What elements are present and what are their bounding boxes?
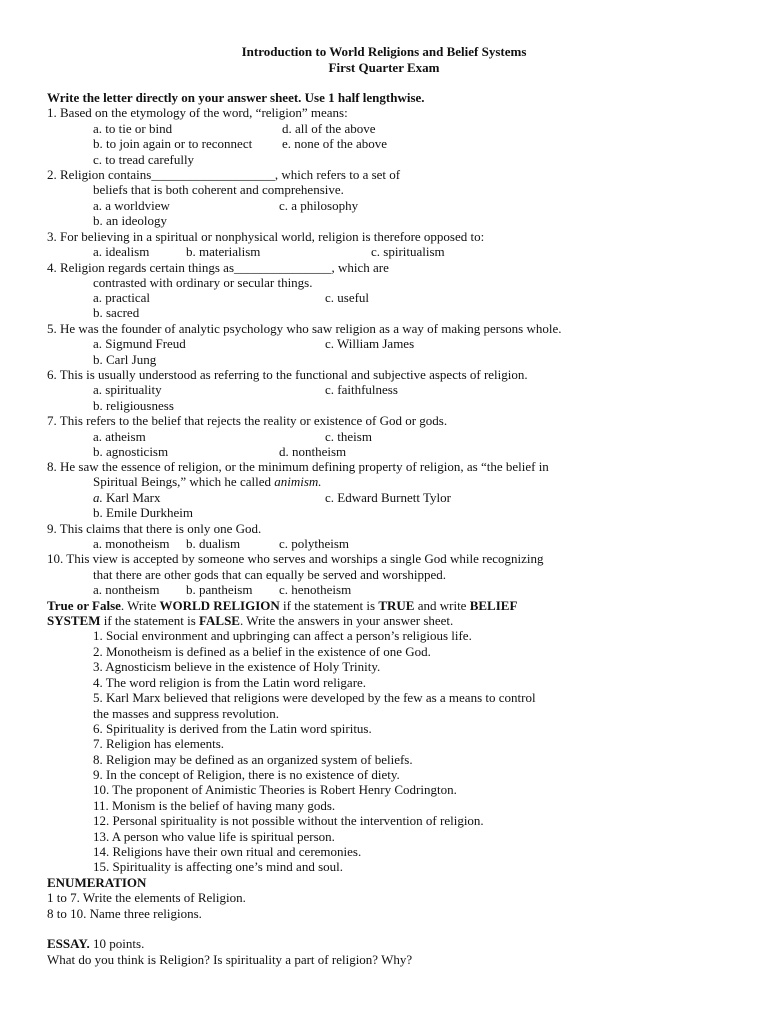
- option-10b: b. pantheism: [186, 582, 253, 597]
- tf-world-religion: WORLD RELIGION: [159, 598, 280, 613]
- tf-system: SYSTEM: [47, 613, 101, 628]
- option-10a: a. nontheism: [93, 582, 160, 597]
- tf-item: 5. Karl Marx believed that religions were developed by the few as a means to control: [93, 690, 536, 705]
- option-9c: c. polytheism: [279, 536, 350, 551]
- question-5: 5. He was the founder of analytic psychology who saw religion as a way of making persons whole.: [47, 321, 562, 336]
- tf-instructions-line2: [47, 613, 453, 628]
- tf-item: 14. Religions have their own ritual and ceremonies.: [93, 844, 362, 859]
- tf-false: FALSE: [199, 613, 240, 628]
- option-8b: b. Emile Durkheim: [93, 505, 194, 520]
- tf-true: TRUE: [378, 598, 415, 613]
- question-1: 1. Based on the etymology of the word, “religion” means:: [47, 105, 348, 120]
- instructions: Write the letter directly on your answer sheet. Use 1 half lengthwise.: [47, 90, 425, 105]
- tf-item: 9. In the concept of Religion, there is no existence of diety.: [93, 767, 400, 782]
- tf-item: 13. A person who value life is spiritual person.: [93, 829, 335, 844]
- essay-heading: ESSAY.: [47, 936, 90, 951]
- essay-points: 10 points.: [89, 936, 145, 951]
- question-8-emphasis: animism.: [274, 474, 322, 489]
- tf-item: 15. Spirituality is affecting one’s mind and soul.: [93, 859, 343, 874]
- option-6a: a. spirituality: [93, 382, 162, 397]
- tf-heading: True or False: [47, 598, 121, 613]
- question-8-cont: [93, 474, 322, 489]
- question-10-cont: that there are other gods that can equally be served and worshipped.: [93, 567, 447, 582]
- option-1c: c. to tread carefully: [93, 152, 195, 167]
- tf-item: 3. Agnosticism believe in the existence of Holy Trinity.: [93, 659, 381, 674]
- option-7a: a. atheism: [93, 429, 146, 444]
- enumeration-item-1: 1 to 7. Write the elements of Religion.: [47, 890, 246, 905]
- tf-belief: BELIEF: [469, 598, 518, 613]
- option-10c: c. henotheism: [279, 582, 352, 597]
- option-4b: b. sacred: [93, 305, 140, 320]
- tf-item: 1. Social environment and upbringing can affect a person’s religious life.: [93, 628, 472, 643]
- essay-heading-line: [47, 936, 144, 951]
- option-2c: c. a philosophy: [279, 198, 359, 213]
- option-7c: c. theism: [325, 429, 372, 444]
- tf-item: 12. Personal spirituality is not possible without the intervention of religion.: [93, 813, 484, 828]
- tf-text-1: . Write: [120, 598, 160, 613]
- question-2-cont: beliefs that is both coherent and comprehensive.: [93, 182, 344, 197]
- tf-item: 10. The proponent of Animistic Theories is Robert Henry Codrington.: [93, 782, 457, 797]
- option-9b: b. dualism: [186, 536, 241, 551]
- question-4-cont: contrasted with ordinary or secular things.: [93, 275, 313, 290]
- tf-text-2: if the statement is: [279, 598, 379, 613]
- tf-item-cont: the masses and suppress revolution.: [93, 706, 279, 721]
- question-7: 7. This refers to the belief that rejects the reality or existence of God or gods.: [47, 413, 448, 428]
- exam-subtitle: First Quarter Exam: [328, 60, 440, 75]
- question-8-cont-text: Spiritual Beings,” which he called: [93, 474, 275, 489]
- question-10: 10. This view is accepted by someone who serves and worships a single God while recognizing: [47, 551, 544, 566]
- option-5c: c. William James: [325, 336, 415, 351]
- option-3b: b. materialism: [186, 244, 261, 259]
- exam-title: Introduction to World Religions and Belief Systems: [241, 44, 527, 59]
- option-5a: a. Sigmund Freud: [93, 336, 186, 351]
- option-2a: a. a worldview: [93, 198, 170, 213]
- option-1d: d. all of the above: [282, 121, 376, 136]
- tf-item: 2. Monotheism is defined as a belief in the existence of one God.: [93, 644, 431, 659]
- tf-text-5: . Write the answers in your answer sheet.: [239, 613, 454, 628]
- option-1e: e. none of the above: [282, 136, 388, 151]
- option-3a: a. idealism: [93, 244, 150, 259]
- tf-text-3: and write: [414, 598, 470, 613]
- option-2b: b. an ideology: [93, 213, 168, 228]
- question-6: 6. This is usually understood as referring to the functional and subjective aspects of religion.: [47, 367, 528, 382]
- option-7d: d. nontheism: [279, 444, 347, 459]
- question-2: 2. Religion contains___________________, which refers to a set of: [47, 167, 401, 182]
- option-8a-text: Karl Marx: [102, 490, 161, 505]
- option-8a-letter: a.: [93, 490, 103, 505]
- option-9a: a. monotheism: [93, 536, 170, 551]
- enumeration-heading: ENUMERATION: [47, 875, 147, 890]
- tf-item: 11. Monism is the belief of having many gods.: [93, 798, 336, 813]
- enumeration-item-2: 8 to 10. Name three religions.: [47, 906, 202, 921]
- option-6b: b. religiousness: [93, 398, 174, 413]
- tf-text-4: if the statement is: [100, 613, 200, 628]
- essay-question: What do you think is Religion? Is spirituality a part of religion? Why?: [47, 952, 413, 967]
- question-9: 9. This claims that there is only one God.: [47, 521, 262, 536]
- tf-item: 4. The word religion is from the Latin word religare.: [93, 675, 367, 690]
- tf-item: 7. Religion has elements.: [93, 736, 225, 751]
- option-6c: c. faithfulness: [325, 382, 398, 397]
- tf-instructions-line1: [47, 598, 517, 613]
- tf-item: 8. Religion may be defined as an organized system of beliefs.: [93, 752, 413, 767]
- question-4: 4. Religion regards certain things as_______________, which are: [47, 260, 389, 275]
- option-8a: [93, 490, 161, 505]
- option-4c: c. useful: [325, 290, 370, 305]
- tf-item: 6. Spirituality is derived from the Latin word spiritus.: [93, 721, 372, 736]
- option-1b: b. to join again or to reconnect: [93, 136, 253, 151]
- question-3: 3. For believing in a spiritual or nonphysical world, religion is therefore opposed to:: [47, 229, 485, 244]
- option-3c: c. spiritualism: [371, 244, 445, 259]
- option-1a: a. to tie or bind: [93, 121, 173, 136]
- option-4a: a. practical: [93, 290, 151, 305]
- option-7b: b. agnosticism: [93, 444, 169, 459]
- option-5b: b. Carl Jung: [93, 352, 157, 367]
- question-8: 8. He saw the essence of religion, or the minimum defining property of religion, as “the belief in: [47, 459, 549, 474]
- option-8c: c. Edward Burnett Tylor: [325, 490, 451, 505]
